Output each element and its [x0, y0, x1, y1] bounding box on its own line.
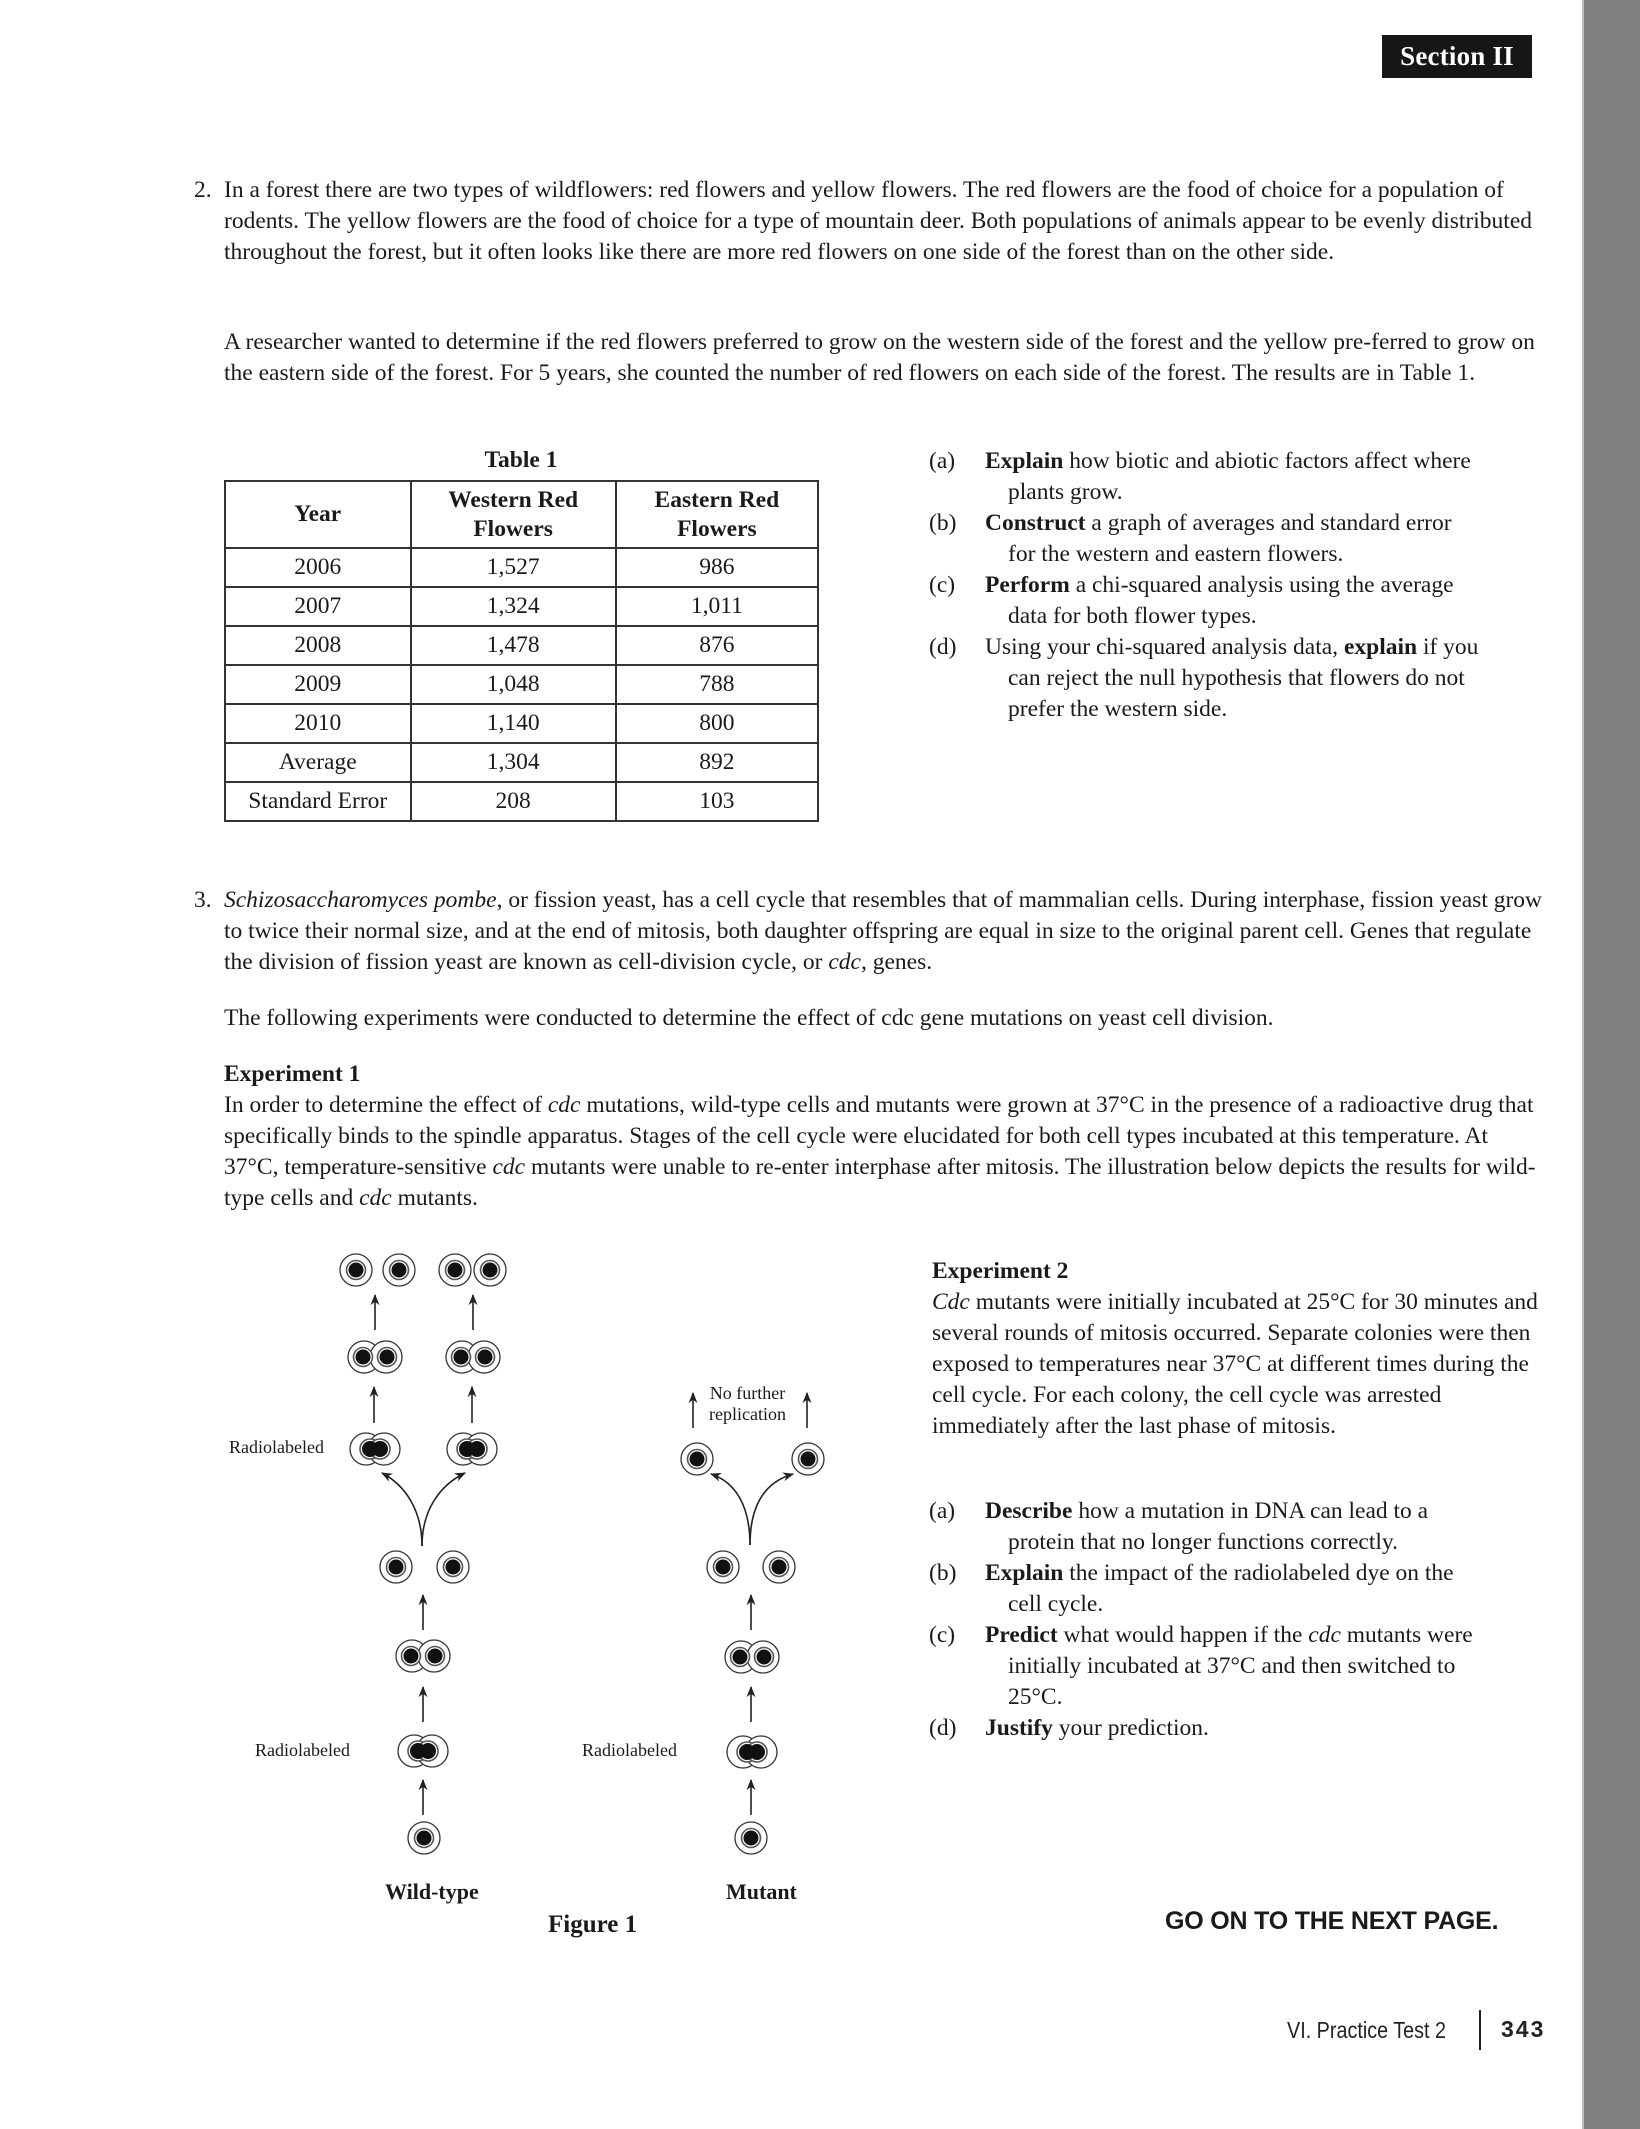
no-further-replication-label — [709, 1383, 786, 1425]
page-number: 343 — [1501, 2016, 1546, 2042]
figure-caption: Figure 1 — [548, 1911, 638, 1938]
q3-part-d — [929, 1713, 1549, 1744]
header-western — [411, 481, 616, 548]
page-edge-band — [1582, 0, 1640, 2129]
wt-cell-icon — [439, 1254, 471, 1286]
q2-intro-text: In a forest there are two types of wildflowers: red flowers and yellow flowers. The red flowers are the food of choice for a population of rodents. The yellow flowers are the food of choice for a type of mountain deer. Both populations of animals appear to be evenly distributed throughout the forest, but it often looks like there are more red flowers on one side of the forest than on the other side. — [224, 177, 1533, 265]
question-3-paragraph-1 — [224, 885, 1544, 978]
cdc-term: cdc — [492, 1154, 526, 1180]
q2-method-text: A researcher wanted to determine if the red flowers preferred to grow on the western side of the forest and the yellow pre-ferred to grow on the eastern side of the forest. For 5 years, she counted the number of red flowers on each side of the forest. The results are in Table 1. — [224, 329, 1535, 386]
cdc-term: cdc — [828, 949, 861, 975]
q2-part-c — [929, 570, 1549, 632]
header-eastern-text: Eastern Red Flowers — [654, 486, 780, 542]
cdc-term: cdc — [359, 1185, 392, 1211]
wild-type-label: Wild-type — [385, 1879, 479, 1904]
part-text-cont: initially incubated at 37°C and then switched to — [1008, 1653, 1456, 1679]
cell-eastern: 986 — [616, 548, 818, 587]
cell-year: 2009 — [225, 665, 411, 704]
cell-eastern: 876 — [616, 626, 818, 665]
cell-eastern: 800 — [616, 704, 818, 743]
part-verb: Explain — [985, 448, 1064, 474]
part-text-cont: prefer the western side. — [1008, 696, 1228, 722]
question-3-parts — [929, 1496, 1549, 1744]
part-verb: Explain — [985, 1560, 1064, 1586]
wt-cell-icon — [383, 1254, 415, 1286]
q2-part-b — [929, 508, 1549, 570]
part-text-cont: protein that no longer functions correctly. — [1008, 1529, 1399, 1555]
section-badge: Section II — [1382, 35, 1532, 78]
footer-chapter: VI. Practice Test 2 — [1287, 2017, 1447, 2043]
experiment-1 — [224, 1059, 1544, 1214]
part-label: (d) — [929, 1715, 957, 1741]
exp1-text: mutations, wild-type cells and mutants were grown at 37°C in the presence of a radioactive drug that specifically binds to the spindle apparatus. Stages of the cell cycle were elucidated for both cell types incubated at this temperature. At 37°C, temperature-sensitive — [224, 1092, 1534, 1180]
header-year: Year — [225, 481, 411, 548]
cell-western: 1,048 — [411, 665, 616, 704]
question-2-paragraph-2 — [224, 327, 1536, 389]
cell-western: 1,140 — [411, 704, 616, 743]
cell-eastern: 103 — [616, 782, 818, 821]
part-label: (d) — [929, 634, 957, 660]
footer-divider — [1479, 2010, 1481, 2050]
part-label: (b) — [929, 1560, 957, 1586]
question-3-number: 3. — [194, 887, 212, 913]
cell-year: 2006 — [225, 548, 411, 587]
no-further-line-1: No further — [709, 1383, 786, 1403]
part-verb: Describe — [985, 1498, 1073, 1524]
question-2-paragraph-1 — [224, 175, 1536, 268]
cell-eastern: 1,011 — [616, 587, 818, 626]
radiolabeled-label-wt-top: Radiolabeled — [229, 1437, 324, 1457]
table-title: Table 1 — [484, 447, 558, 473]
radiolabeled-label-mutant: Radiolabeled — [582, 1740, 677, 1760]
part-text: mutants were — [1340, 1622, 1473, 1648]
experiment-2-heading: Experiment 2 — [932, 1258, 1069, 1284]
part-label: (b) — [929, 510, 957, 536]
wt-cell-icon — [474, 1254, 506, 1286]
exp1-text: mutants were unable to re-enter interphase after mitosis. The illustration below depicts the results for wild-type cells and — [224, 1154, 1536, 1211]
exp1-text: mutants. — [391, 1185, 478, 1211]
header-western-text: Western Red Flowers — [448, 486, 579, 542]
part-verb: Construct — [985, 510, 1086, 536]
table-row-std-error — [225, 782, 818, 821]
part-text: your prediction. — [1052, 1715, 1209, 1741]
part-text: a graph of averages and standard error — [1085, 510, 1452, 536]
part-text-pre: Using your chi-squared analysis data, — [985, 634, 1344, 660]
table-row — [225, 665, 818, 704]
table-row — [225, 704, 818, 743]
wt-cell-icon — [340, 1254, 372, 1286]
part-text-cont: 25°C. — [1008, 1684, 1063, 1710]
radiolabeled-label-wt-bottom: Radiolabeled — [255, 1740, 350, 1760]
part-label: (a) — [929, 448, 956, 474]
part-text: what would happen if the — [1057, 1622, 1309, 1648]
flower-count-table — [224, 480, 819, 822]
cell-eastern: 892 — [616, 743, 818, 782]
table-row — [225, 548, 818, 587]
cell-eastern: 788 — [616, 665, 818, 704]
q3-intro-text: , or fission yeast, has a cell cycle that resembles that of mammalian cells. During interphase, fission yeast grow to twice their normal size, and at the end of mitosis, both daughter offspring are equal in size to the original parent cell. Genes that regulate the division of fission yeast are known as cell-division cycle, or — [224, 887, 1543, 975]
part-text-cont: cell cycle. — [1008, 1591, 1104, 1617]
cell-year: 2010 — [225, 704, 411, 743]
q3-part-b — [929, 1558, 1549, 1620]
cell-western: 1,304 — [411, 743, 616, 782]
table-row — [225, 587, 818, 626]
part-text: a chi-squared analysis using the average — [1069, 572, 1454, 598]
part-verb: Justify — [985, 1715, 1053, 1741]
q3-intro-end: , genes. — [860, 949, 933, 975]
experiment-2 — [932, 1256, 1540, 1442]
header-eastern — [616, 481, 818, 548]
cell-year: 2007 — [225, 587, 411, 626]
cell-western: 1,478 — [411, 626, 616, 665]
part-text: how biotic and abiotic factors affect where — [1063, 448, 1471, 474]
question-2-parts — [929, 446, 1549, 725]
cell-western: 1,324 — [411, 587, 616, 626]
part-verb: Predict — [985, 1622, 1058, 1648]
part-text: the impact of the radiolabeled dye on the — [1063, 1560, 1454, 1586]
experiment-1-heading: Experiment 1 — [224, 1061, 361, 1087]
cdc-term: cdc — [547, 1092, 581, 1118]
table-row-average — [225, 743, 818, 782]
table-header-row — [225, 481, 818, 548]
species-name: Schizosaccharomyces pombe — [224, 887, 497, 913]
exp1-text: In order to determine the effect of — [224, 1092, 548, 1118]
part-text-cont: for the western and eastern flowers. — [1008, 541, 1344, 567]
part-text-cont: data for both flower types. — [1008, 603, 1257, 629]
q2-part-a — [929, 446, 1549, 508]
no-further-line-2: replication — [709, 1404, 786, 1424]
part-text-cont: can reject the null hypothesis that flowers do not — [1008, 665, 1465, 691]
q3-part-a — [929, 1496, 1549, 1558]
cell-label: Average — [225, 743, 411, 782]
mutant-label: Mutant — [726, 1879, 797, 1904]
part-text-cont: plants grow. — [1008, 479, 1123, 505]
question-2-number: 2. — [194, 177, 212, 203]
q2-part-d — [929, 632, 1549, 725]
exp2-text: mutants were initially incubated at 25°C for 30 minutes and several rounds of mitosis occurred. Separate colonies were then exposed to temperatures near 37°C at different times during the cell cycle. For each colony, the cell cycle was arrested immediately after the last phase of mitosis. — [932, 1289, 1538, 1439]
part-text: how a mutation in DNA can lead to a — [1072, 1498, 1429, 1524]
part-verb: explain — [1343, 634, 1418, 660]
part-label: (c) — [929, 572, 956, 598]
go-on-next-page: GO ON TO THE NEXT PAGE. — [1165, 1907, 1499, 1935]
cdc-term: Cdc — [932, 1289, 970, 1315]
cell-year: 2008 — [225, 626, 411, 665]
part-label: (a) — [929, 1498, 956, 1524]
question-3-paragraph-2: The following experiments were conducted to determine the effect of cdc gene mutations on yeast cell division. — [224, 1005, 1274, 1031]
cell-western: 1,527 — [411, 548, 616, 587]
cell-label: Standard Error — [225, 782, 411, 821]
q3-part-c — [929, 1620, 1549, 1713]
part-text: if you — [1417, 634, 1479, 660]
cell-western: 208 — [411, 782, 616, 821]
part-verb: Perform — [985, 572, 1070, 598]
cdc-term: cdc — [1308, 1622, 1341, 1648]
part-label: (c) — [929, 1622, 956, 1648]
table-row — [225, 626, 818, 665]
